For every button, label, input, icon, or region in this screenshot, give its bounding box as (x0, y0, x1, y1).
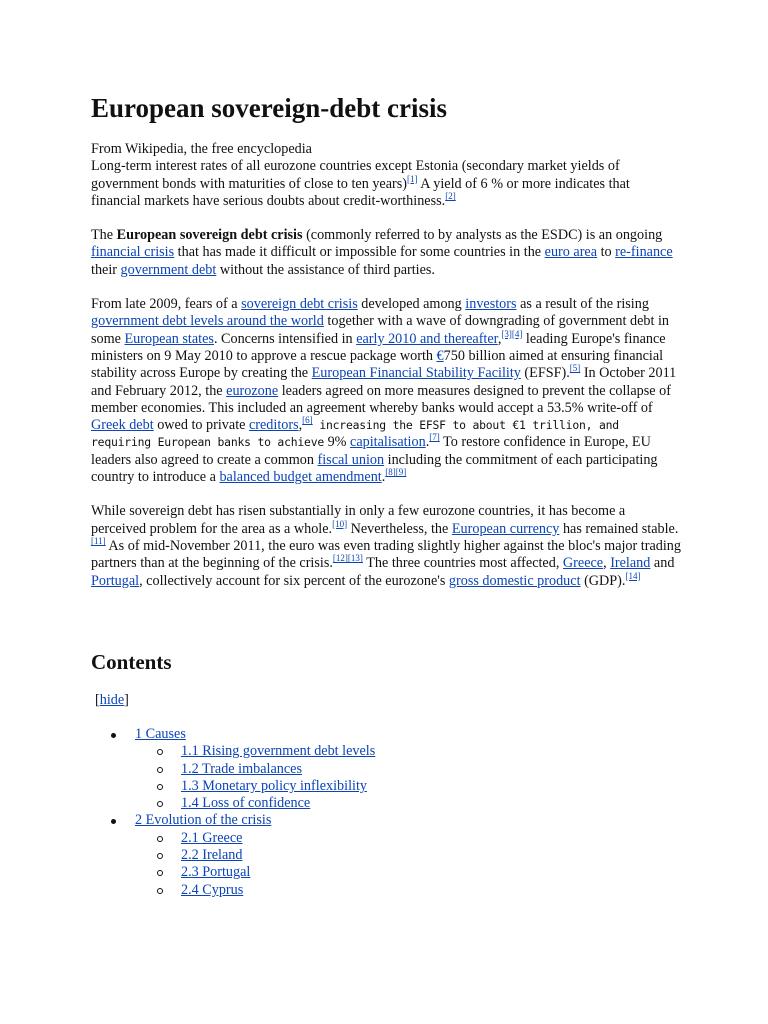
link-euro-sign[interactable]: € (436, 347, 444, 364)
text: 750 billion aimed at ensuring financial stability across Europe by creating the (91, 347, 664, 382)
text: As of mid-November 2011, the euro was even trading slightly higher against the bloc's major trading partners than at the beginning of the crisis. (91, 537, 681, 572)
toc-link[interactable]: 1 Causes (135, 726, 186, 742)
monospace-text: increasing the EFSF to about €1 trillion, and requiring European banks to achieve (91, 418, 619, 450)
text: (GDP). (580, 572, 626, 589)
circle-bullet-icon (157, 888, 163, 894)
link-ireland[interactable]: Ireland (610, 555, 651, 572)
intro-text: Long-term interest rates of all eurozone countries except Estonia (secondary market yields of government bonds with maturities of close to ten years) (91, 158, 620, 192)
text: and (650, 555, 675, 572)
citation-link[interactable]: [12] (332, 553, 348, 564)
citation-link[interactable]: [2] (445, 190, 456, 201)
toc-link[interactable]: 1.3 Monetary policy inflexibility (181, 777, 367, 794)
link-european-currency[interactable]: European currency (451, 520, 560, 537)
citation-12 (333, 553, 348, 563)
citation-link[interactable]: [7] (429, 432, 440, 443)
citation-link[interactable]: [6] (302, 415, 313, 426)
circle-bullet-icon (157, 870, 163, 876)
toc-link[interactable]: 2.1 Greece (181, 829, 243, 846)
bold-term: European sovereign debt crisis (116, 227, 303, 244)
bullet-icon (111, 733, 116, 738)
toc-link[interactable]: 2.4 Cyprus (181, 881, 244, 898)
text: as a result of the rising (516, 296, 649, 313)
bracket-open: [ (95, 692, 100, 708)
citation-link[interactable]: [11] (91, 535, 106, 546)
toc-item-causes (91, 726, 375, 812)
link-re-finance[interactable]: re-finance (615, 244, 673, 261)
toc-item-evolution (91, 812, 375, 898)
toc-sublist (135, 743, 375, 812)
toc-subitem (135, 830, 375, 847)
intro-paragraph (91, 158, 681, 210)
text: . (381, 469, 386, 486)
text: While sovereign debt has risen substantially in only a few eurozone countries, it has become a perceived problem for the area as a whole. (91, 503, 626, 537)
citation-13 (348, 553, 363, 563)
text: leaders agreed on more measures designed to prevent the collapse of member economies. This included an agreement whereby banks would accept a 53.5% write-off of (91, 382, 671, 416)
circle-bullet-icon (157, 767, 163, 773)
text: (commonly referred to by analysts as the ESDC) is an ongoing (302, 227, 663, 244)
text: . (425, 434, 430, 451)
link-creditors[interactable]: creditors (248, 417, 299, 434)
paragraph-history (91, 296, 681, 486)
toc-link[interactable]: 2.2 Ireland (181, 847, 243, 864)
citation-6 (302, 415, 313, 425)
citation-9 (396, 467, 407, 477)
toc-subitem (135, 743, 375, 760)
link-euro-area[interactable]: euro area (544, 244, 598, 261)
paragraph-impact (91, 503, 681, 589)
toc-subitem (135, 847, 375, 864)
text: their (91, 261, 121, 278)
circle-bullet-icon (157, 836, 163, 842)
citation-link[interactable]: [10] (332, 518, 348, 529)
text: In October 2011 and February 2012, the (91, 365, 677, 399)
link-sovereign-debt-crisis[interactable]: sovereign debt crisis (241, 296, 358, 313)
citation-link[interactable]: [9] (395, 467, 407, 478)
citation-link[interactable]: [1] (407, 173, 418, 184)
text: developed among (357, 296, 466, 313)
text: to (597, 244, 616, 261)
toc-link[interactable]: 2.3 Portugal (181, 864, 251, 881)
text: To restore confidence in Europe, EU leaders also agreed to create a common (91, 434, 651, 468)
link-capitalisation[interactable]: capitalisation (350, 434, 426, 451)
bracket-close: ] (124, 692, 129, 708)
bullet-icon (111, 819, 116, 824)
text: , collectively account for six percent of the eurozone's (139, 572, 449, 589)
text: From late 2009, fears of a (91, 296, 242, 313)
citation-5 (570, 363, 581, 373)
toc-subitem (135, 795, 375, 812)
text: , (497, 330, 502, 347)
citation-link[interactable]: [3] (501, 328, 512, 339)
contents-heading: Contents (91, 650, 172, 674)
toc-link[interactable]: 1.1 Rising government debt levels (181, 743, 376, 760)
citation-1 (407, 174, 418, 184)
link-efsf[interactable]: European Financial Stability Facility (311, 365, 521, 382)
citation-7 (429, 432, 440, 442)
toc-link[interactable]: 2 Evolution of the crisis (135, 812, 272, 829)
citation-10 (332, 519, 347, 529)
text: has remained stable. (559, 520, 679, 537)
link-government-debt[interactable]: government debt (120, 261, 217, 278)
toc-subitem (135, 778, 375, 795)
text: Nevertheless, the (347, 520, 452, 537)
link-eurozone[interactable]: eurozone (226, 382, 279, 399)
link-greek-debt[interactable]: Greek debt (91, 417, 154, 434)
citation-14 (625, 571, 640, 581)
text: , (603, 555, 611, 572)
text: . Concerns intensified in (213, 330, 357, 347)
toc-subitem (135, 761, 375, 778)
link-gdp[interactable]: gross domestic product (448, 572, 581, 589)
link-european-states[interactable]: European states (124, 330, 214, 347)
text: without the assistance of third parties. (216, 261, 435, 278)
text: including the commitment of each participating country to introduce a (91, 451, 658, 486)
link-greece[interactable]: Greece (562, 555, 604, 572)
citation-link[interactable]: [5] (569, 363, 581, 374)
link-financial-crisis[interactable]: financial crisis (91, 244, 175, 261)
citation-link[interactable]: [4] (511, 328, 523, 339)
citation-2 (445, 191, 456, 201)
citation-link[interactable]: [13] (347, 553, 363, 564)
paragraph-definition (91, 227, 681, 279)
link-balanced-budget-amendment[interactable]: balanced budget amendment (219, 469, 382, 486)
article-body (91, 141, 681, 590)
text: leading Europe's finance ministers on 9 May 2010 to approve a rescue package worth (91, 330, 666, 364)
text: The three countries most affected, (362, 555, 563, 572)
text: owed to private (153, 417, 249, 434)
toc-link[interactable]: 1.2 Trade imbalances (181, 760, 302, 777)
toc-subitem (135, 864, 375, 881)
text: that has made it difficult or impossible for some countries in the (174, 244, 545, 261)
circle-bullet-icon (157, 853, 163, 859)
toc-link[interactable]: 1.4 Loss of confidence (181, 795, 311, 812)
link-government-debt-levels[interactable]: government debt levels around the world (91, 313, 324, 330)
toc-subitem (135, 882, 375, 899)
page-title: European sovereign-debt crisis (91, 93, 448, 123)
citation-3 (501, 329, 512, 339)
toc-toggle (95, 690, 129, 710)
link-early-2010[interactable]: early 2010 and thereafter (356, 330, 498, 347)
link-portugal[interactable]: Portugal (91, 572, 140, 589)
text: (EFSF). (520, 365, 570, 382)
circle-bullet-icon (157, 801, 163, 807)
circle-bullet-icon (157, 749, 163, 755)
citation-link[interactable]: [8] (385, 467, 396, 478)
text: The (91, 227, 117, 244)
link-fiscal-union[interactable]: fiscal union (317, 451, 385, 468)
citation-4 (512, 329, 523, 339)
citation-11 (91, 536, 106, 546)
citation-8 (385, 467, 396, 477)
intro-text: A yield of 6 % or more indicates that financial markets have serious doubts about credit-worthiness. (91, 175, 630, 209)
table-of-contents (91, 726, 375, 899)
text: together with a wave of downgrading of government debt in some (91, 313, 669, 347)
text: 9% (324, 434, 351, 451)
circle-bullet-icon (157, 784, 163, 790)
citation-link[interactable]: [14] (625, 570, 641, 581)
hide-toc-link[interactable]: hide (99, 692, 125, 708)
text: , (298, 417, 303, 434)
link-investors[interactable]: investors (465, 296, 517, 313)
source-line: From Wikipedia, the free encyclopedia (91, 141, 312, 157)
toc-sublist (135, 830, 375, 899)
